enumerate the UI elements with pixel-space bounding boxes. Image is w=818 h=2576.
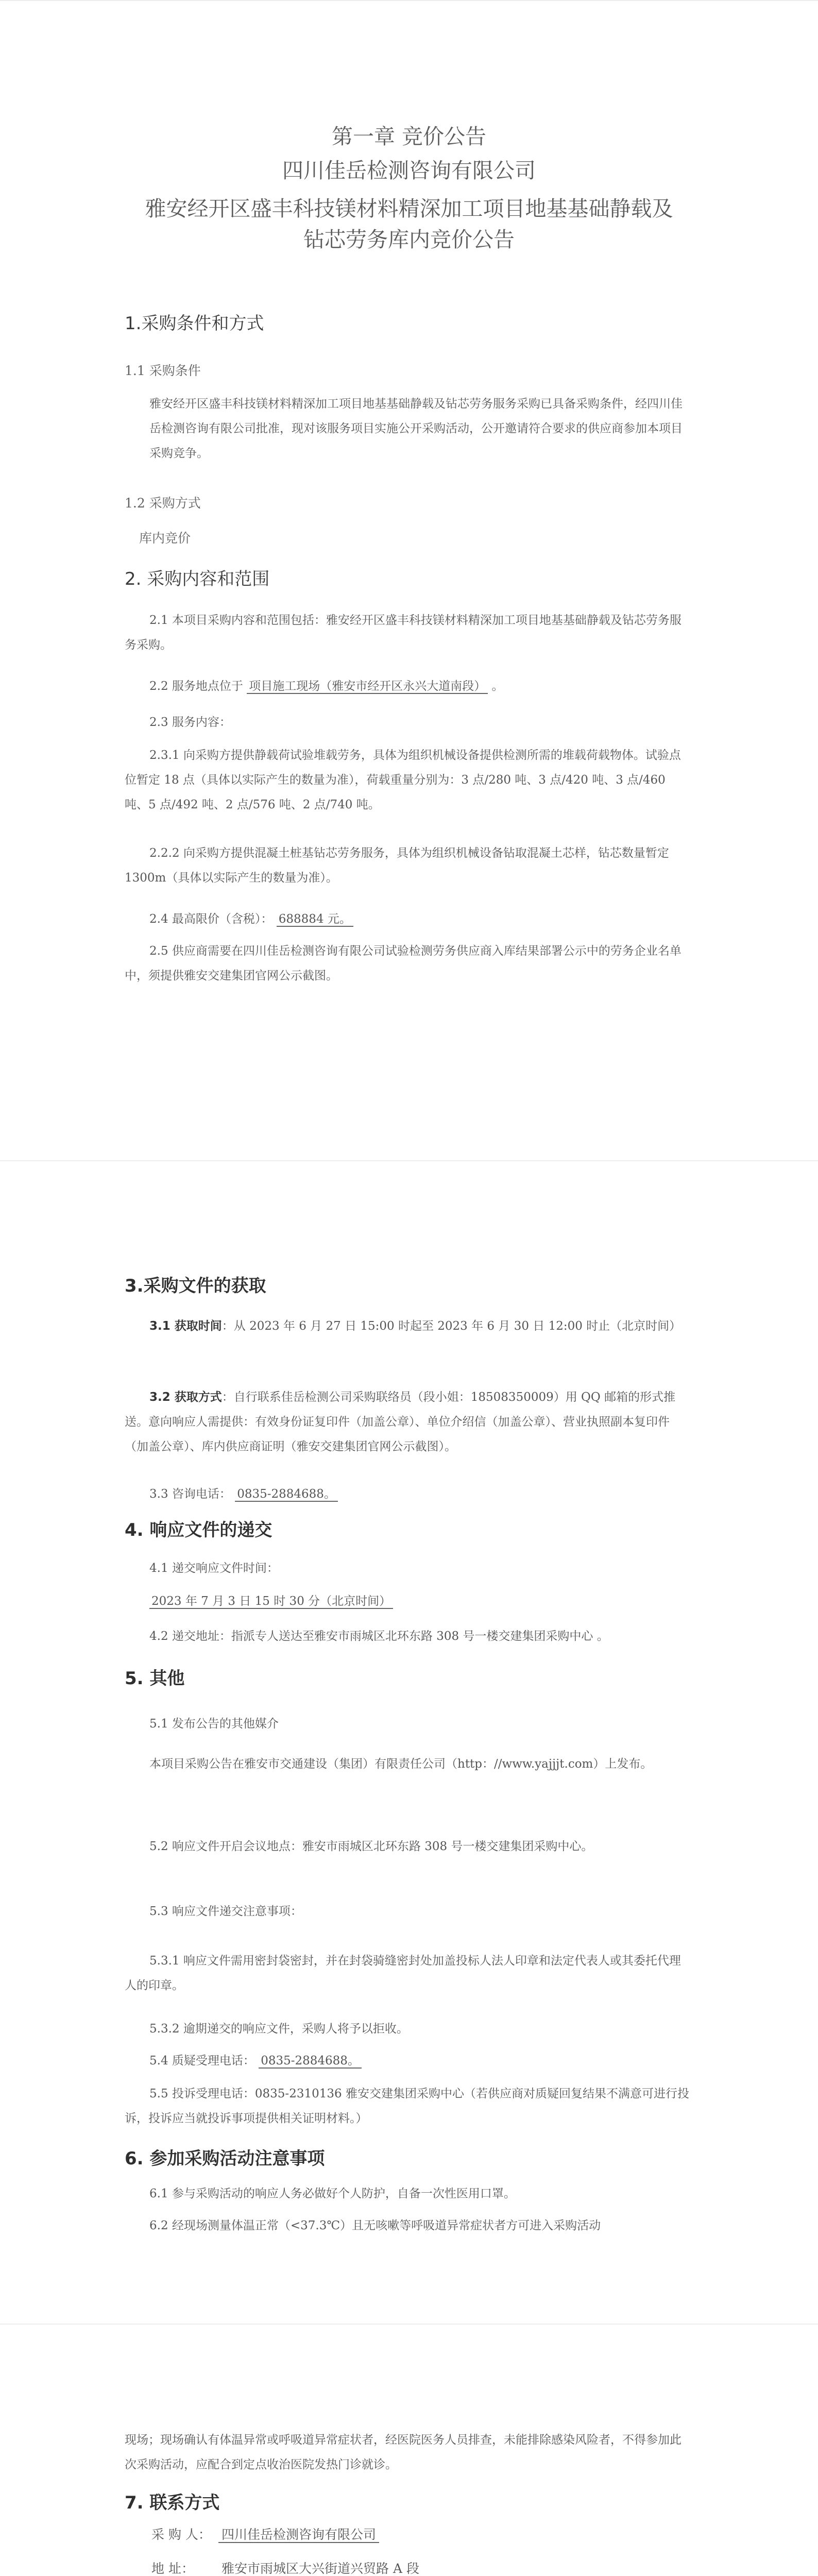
section-3-heading: 3.采购文件的获取 xyxy=(125,1276,266,1296)
page-separator xyxy=(0,0,818,1)
section-5-1-paragraph: 5.1 发布公告的其他媒介 xyxy=(149,1717,279,1731)
section-2-2-2-paragraph: 2.2.2 向采购方提供混凝土桩基钻芯劳务服务，具体为组织机械设备钻取混凝土芯样，钻芯数量暂定 1300m（具体以实际产生的数量为准）。 xyxy=(125,846,669,885)
procurement-method: 库内竞价 xyxy=(139,531,191,546)
service-location-value: 项目施工现场（雅安市经开区永兴大道南段） xyxy=(247,680,488,694)
section-7-heading: 7. 联系方式 xyxy=(125,2493,220,2513)
section-1-1-paragraph: 雅安经开区盛丰科技镁材料精深加工项目地基基础静载及钻芯劳务服务采购已具备采购条件，经四川佳岳检测咨询有限公司批准，现对该服务项目实施公开采购活动，公开邀请符合要求的供应商参加本项目采购竞争。 xyxy=(149,397,683,460)
section-6-1-paragraph: 6.1 参与采购活动的响应人务必做好个人防护，自备一次性医用口罩。 xyxy=(149,2187,516,2200)
section-2-1-paragraph: 2.1 本项目采购内容和范围包括：雅安经开区盛丰科技镁材料精深加工项目地基基础静载及钻芯劳务服务采购。 xyxy=(125,614,681,652)
section-2-2-paragraph: 2.2 服务地点位于 项目施工现场（雅安市经开区永兴大道南段） 。 xyxy=(149,680,504,693)
section-6-2-paragraph: 6.2 经现场测量体温正常（<37.3℃）且无咳嗽等呼吸道异常症状者方可进入采购活动 xyxy=(149,2219,601,2232)
section-5-heading: 5. 其他 xyxy=(125,1668,185,1689)
section-5-1-text: 本项目采购公告在雅安市交通建设（集团）有限责任公司（http：//www.yajjjt.com）上发布。 xyxy=(149,1757,653,1771)
section-6-heading: 6. 参加采购活动注意事项 xyxy=(125,2148,325,2169)
section-5-3-1-paragraph: 5.3.1 响应文件需用密封袋密封，并在封袋骑缝密封处加盖投标人法人印章和法定代表人或其委托代理人的印章。 xyxy=(125,1954,681,1992)
section-2-heading: 2. 采购内容和范围 xyxy=(125,569,270,589)
page-separator xyxy=(0,2324,818,2325)
page-separator xyxy=(0,1160,818,1161)
section-5-3-2-paragraph: 5.3.2 逾期递交的响应文件，采购人将予以拒收。 xyxy=(149,2022,408,2036)
section-4-2-paragraph: 4.2 递交地址：指派专人送达至雅安市雨城区北环东路 308 号一楼交建集团采购中心 。 xyxy=(149,1630,609,1643)
section-5-2-paragraph: 5.2 响应文件开启会议地点：雅安市雨城区北环东路 308 号一楼交建集团采购中心。 xyxy=(149,1840,593,1853)
section-5-4-paragraph xyxy=(149,2048,690,2073)
section-2-3-paragraph: 2.3 服务内容： xyxy=(149,716,231,729)
section-2-3-1-paragraph: 2.3.1 向采购方提供静载荷试验堆载劳务，具体为组织机械设备提供检测所需的堆载荷载物体。试验点位暂定 18 点（具体以实际产生的数量为准），荷载重量分别为：3 点/280 吨、3 点/420 吨、3 点/460 吨、5 点/492 吨、2 点/576 吨、2 点/740 吨。 xyxy=(125,749,681,811)
company-title: 四川佳岳检测咨询有限公司 xyxy=(282,158,536,183)
section-4-heading: 4. 响应文件的递交 xyxy=(125,1520,272,1540)
chapter-title: 第一章 竞价公告 xyxy=(331,124,487,149)
section-3-1-paragraph xyxy=(125,1314,690,1338)
section-4-1-value xyxy=(149,1589,690,1614)
contact-row-purchaser: 采 购 人： 四川佳岳检测咨询有限公司 xyxy=(151,2524,379,2543)
acquire-time-label: 3.1 获取时间 xyxy=(149,1319,222,1333)
section-4-1-paragraph: 4.1 递交响应文件时间： xyxy=(149,1562,279,1575)
max-price-value: 688884 元。 xyxy=(277,912,353,927)
consult-phone-value: 0835-2884688。 xyxy=(235,1487,338,1502)
project-title-line1: 雅安经开区盛丰科技镁材料精深加工项目地基基础静载及 xyxy=(145,196,673,221)
submit-time-value: 2023 年 7 月 3 日 15 时 30 分（北京时间） xyxy=(149,1595,393,1609)
section-6-2-continued: 现场；现场确认有体温异常或呼吸道异常症状者，经医院医务人员排查，未能排除感染风险者，不得参加此次采购活动，应配合到定点收治医院发热门诊就诊。 xyxy=(125,2433,681,2471)
section-1-1-heading: 1.1 采购条件 xyxy=(125,363,201,378)
acquire-method-label: 3.2 获取方式 xyxy=(149,1391,222,1404)
contact-row-address: 地 址： 雅安市雨城区大兴街道兴贸路 A 段 xyxy=(151,2558,422,2576)
consult-phone-label: 3.3 咨询电话： xyxy=(149,1487,231,1501)
project-title-line2: 钻芯劳务库内竞价公告 xyxy=(303,227,515,252)
section-1-2-heading: 1.2 采购方式 xyxy=(125,496,201,511)
service-location-label: 2.2 服务地点位于 xyxy=(149,680,243,693)
acquire-time-text: ：从 2023 年 6 月 27 日 15:00 时起至 2023 年 6 月 30 日 12:00 时止（北京时间） xyxy=(221,1319,681,1333)
section-1-heading: 1.采购条件和方式 xyxy=(125,313,264,334)
section-5-3-paragraph: 5.3 响应文件递交注意事项： xyxy=(149,1905,302,1918)
section-2-5-paragraph: 2.5 供应商需要在四川佳岳检测咨询有限公司试验检测劳务供应商入库结果部署公示中的劳务企业名单中，须提供雅安交建集团官网公示截图。 xyxy=(125,944,681,982)
section-2-4-paragraph xyxy=(149,907,690,931)
purchaser-value: 四川佳岳检测咨询有限公司 xyxy=(218,2527,379,2543)
section-3-3-paragraph xyxy=(149,1482,690,1506)
max-price-label: 2.4 最高限价（含税）： xyxy=(149,912,273,926)
address-value: 雅安市雨城区大兴街道兴贸路 A 段 xyxy=(218,2561,422,2576)
section-5-5-paragraph: 5.5 投诉受理电话：0835-2310136 雅安交建集团采购中心（若供应商对质疑回复结果不满意可进行投诉，投诉应当就投诉事项提供相关证明材料。） xyxy=(125,2087,689,2125)
query-phone-value: 0835-2884688。 xyxy=(259,2054,362,2069)
acquire-method-text: ：自行联系佳岳检测公司采购联络员（段小姐：18508350009）用 QQ 邮箱的形式推送。意向响应人需提供：有效身份证复印件（加盖公章）、单位介绍信（加盖公章）、营业执照副本复印件（加盖公章）、库内供应商证明（雅安交建集团官网公示截图）。 xyxy=(125,1391,676,1453)
section-3-2-paragraph xyxy=(125,1385,690,1459)
query-phone-label: 5.4 质疑受理电话： xyxy=(149,2054,255,2067)
